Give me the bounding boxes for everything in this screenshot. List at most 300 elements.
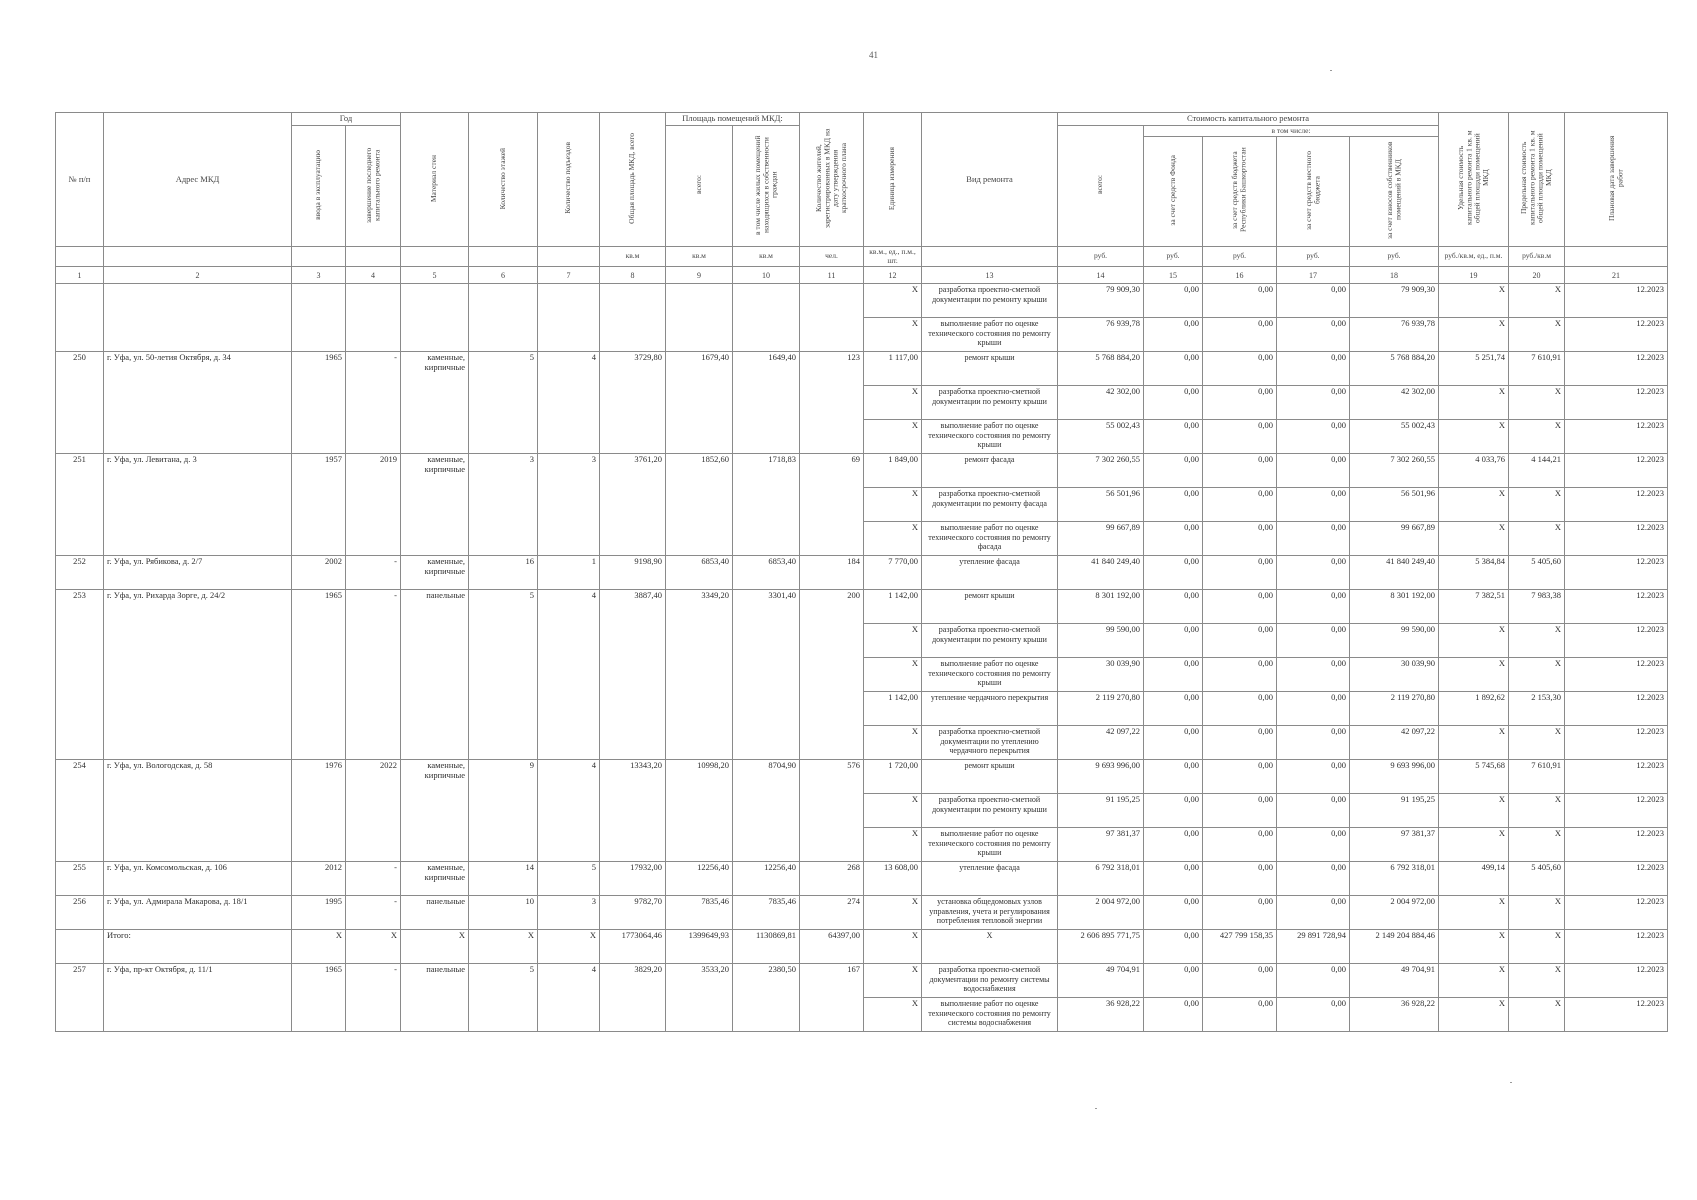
cost-local: 0,00	[1277, 522, 1350, 556]
cost-local: 0,00	[1277, 794, 1350, 828]
planned-date: 12.2023	[1565, 794, 1668, 828]
house-number: 257	[56, 964, 104, 1032]
house-address: г. Уфа, ул. Адмирала Макарова, д. 18/1	[104, 896, 292, 930]
col-number: 15	[1144, 267, 1203, 284]
units-blank	[401, 247, 469, 267]
wall-material: каменные, кирпичные	[401, 352, 469, 454]
cost-total: 56 501,96	[1058, 488, 1144, 522]
work-type: выполнение работ по оценке технического состояния по ремонту крыши	[922, 658, 1058, 692]
cost-republic: 427 799 158,35	[1203, 930, 1277, 964]
header-cost-total: всего:	[1058, 125, 1144, 246]
premises-owned	[733, 284, 800, 352]
col-number: 3	[292, 267, 346, 284]
cost-fund: 0,00	[1144, 658, 1203, 692]
planned-date: 12.2023	[1565, 964, 1668, 998]
col-number: 8	[600, 267, 666, 284]
premises-total: 1852,60	[666, 454, 733, 556]
work-type: ремонт фасада	[922, 454, 1058, 488]
unit-cost: X	[1439, 658, 1509, 692]
unit-cost: 4 033,76	[1439, 454, 1509, 488]
work-type: выполнение работ по оценке технического состояния по ремонту системы водоснабжения	[922, 998, 1058, 1032]
unit-cost: X	[1439, 624, 1509, 658]
header-work-type: Вид ремонта	[922, 113, 1058, 247]
cost-fund: 0,00	[1144, 896, 1203, 930]
entrances: 4	[538, 964, 600, 1032]
scan-speck	[1095, 1108, 1097, 1109]
limit-cost: 2 153,30	[1509, 692, 1565, 726]
cost-total: 36 928,22	[1058, 998, 1144, 1032]
col-number: 5	[401, 267, 469, 284]
cost-republic: 0,00	[1203, 522, 1277, 556]
header-unit: Единица измерения	[864, 113, 922, 247]
cost-local: 0,00	[1277, 726, 1350, 760]
wall-material: панельные	[401, 590, 469, 760]
planned-date: 12.2023	[1565, 284, 1668, 318]
header-cost-republic: за счет средств бюджета Республики Башкортостан	[1203, 137, 1277, 247]
premises-total: 10998,20	[666, 760, 733, 862]
planned-date: 12.2023	[1565, 760, 1668, 794]
year-last-repair	[346, 284, 401, 352]
cost-local: 0,00	[1277, 284, 1350, 318]
premises-total: 1399649,93	[666, 930, 733, 964]
work-type: установка общедомовых узлов управления, учета и регулирования потребления тепловой энергии	[922, 896, 1058, 930]
planned-date: 12.2023	[1565, 318, 1668, 352]
header-num: № п/п	[56, 113, 104, 247]
column-numbers-row	[56, 267, 1668, 284]
col-number: 19	[1439, 267, 1509, 284]
cost-total: 42 097,22	[1058, 726, 1144, 760]
cost-fund: 0,00	[1144, 454, 1203, 488]
unit-measure: X	[864, 964, 922, 998]
cost-owners: 2 119 270,80	[1350, 692, 1439, 726]
cost-total: 6 792 318,01	[1058, 862, 1144, 896]
limit-cost: X	[1509, 964, 1565, 998]
planned-date: 12.2023	[1565, 352, 1668, 386]
cost-owners: 42 097,22	[1350, 726, 1439, 760]
work-type: ремонт крыши	[922, 590, 1058, 624]
year-commission: 1965	[292, 964, 346, 1032]
col-number: 10	[733, 267, 800, 284]
wall-material: панельные	[401, 896, 469, 930]
cost-total: 76 939,78	[1058, 318, 1144, 352]
cost-republic: 0,00	[1203, 862, 1277, 896]
premises-owned: 3301,40	[733, 590, 800, 760]
limit-cost: 7 610,91	[1509, 760, 1565, 794]
entrances	[538, 284, 600, 352]
cost-total: 97 381,37	[1058, 828, 1144, 862]
header-year-last-repair: завершение последнего капитального ремонта	[346, 125, 401, 246]
premises-total	[666, 284, 733, 352]
cost-total: 5 768 884,20	[1058, 352, 1144, 386]
year-commission	[292, 284, 346, 352]
unit-measure: 13 608,00	[864, 862, 922, 896]
cost-owners: 2 004 972,00	[1350, 896, 1439, 930]
cost-owners: 6 792 318,01	[1350, 862, 1439, 896]
cost-local: 0,00	[1277, 658, 1350, 692]
house-address: г. Уфа, ул. Левитана, д. 3	[104, 454, 292, 556]
planned-date: 12.2023	[1565, 624, 1668, 658]
cost-republic: 0,00	[1203, 590, 1277, 624]
units-blank	[469, 247, 538, 267]
table-row	[56, 556, 1668, 590]
year-last-repair: -	[346, 590, 401, 760]
cost-local: 0,00	[1277, 556, 1350, 590]
floors: 5	[469, 590, 538, 760]
cost-fund: 0,00	[1144, 726, 1203, 760]
unit-cost-owners: руб.	[1350, 247, 1439, 267]
work-type: разработка проектно-сметной документации по ремонту крыши	[922, 794, 1058, 828]
year-last-repair: X	[346, 930, 401, 964]
work-type: ремонт крыши	[922, 352, 1058, 386]
planned-date: 12.2023	[1565, 726, 1668, 760]
cost-fund: 0,00	[1144, 556, 1203, 590]
year-last-repair: -	[346, 862, 401, 896]
cost-fund: 0,00	[1144, 318, 1203, 352]
header-year-commission: ввода в эксплуатацию	[292, 125, 346, 246]
repair-plan-table	[55, 112, 1668, 1032]
cost-local: 0,00	[1277, 896, 1350, 930]
planned-date: 12.2023	[1565, 998, 1668, 1032]
premises-owned: 12256,40	[733, 862, 800, 896]
cost-total: 91 195,25	[1058, 794, 1144, 828]
units-blank	[56, 247, 104, 267]
unit-cost: X	[1439, 794, 1509, 828]
wall-material: каменные, кирпичные	[401, 556, 469, 590]
cost-owners: 36 928,22	[1350, 998, 1439, 1032]
unit-premises-owned: кв.м	[733, 247, 800, 267]
cost-local: 0,00	[1277, 386, 1350, 420]
cost-owners: 2 149 204 884,46	[1350, 930, 1439, 964]
cost-total: 99 590,00	[1058, 624, 1144, 658]
cost-fund: 0,00	[1144, 862, 1203, 896]
units-blank	[538, 247, 600, 267]
wall-material: каменные, кирпичные	[401, 862, 469, 896]
limit-cost: X	[1509, 930, 1565, 964]
unit-measure: X	[864, 522, 922, 556]
house-number	[56, 930, 104, 964]
wall-material: каменные, кирпичные	[401, 454, 469, 556]
cost-total: 42 302,00	[1058, 386, 1144, 420]
cost-owners: 49 704,91	[1350, 964, 1439, 998]
floors: 10	[469, 896, 538, 930]
premises-total: 12256,40	[666, 862, 733, 896]
year-last-repair: 2019	[346, 454, 401, 556]
limit-cost: X	[1509, 488, 1565, 522]
house-number: 256	[56, 896, 104, 930]
cost-total: 2 606 895 771,75	[1058, 930, 1144, 964]
header-year-group: Год	[292, 113, 401, 126]
table-header	[56, 113, 1668, 284]
floors: 16	[469, 556, 538, 590]
units-blank	[292, 247, 346, 267]
year-last-repair: -	[346, 896, 401, 930]
year-commission: 1965	[292, 352, 346, 454]
unit-measure: X	[864, 386, 922, 420]
cost-fund: 0,00	[1144, 828, 1203, 862]
col-number: 7	[538, 267, 600, 284]
planned-date: 12.2023	[1565, 658, 1668, 692]
units-blank	[346, 247, 401, 267]
cost-republic: 0,00	[1203, 964, 1277, 998]
wall-material: панельные	[401, 964, 469, 1032]
scan-speck	[1330, 70, 1332, 71]
cost-republic: 0,00	[1203, 318, 1277, 352]
unit-limit-cost: руб./кв.м	[1509, 247, 1565, 267]
house-number: 252	[56, 556, 104, 590]
cost-local: 0,00	[1277, 692, 1350, 726]
header-premises-owned: в том числе жилых помещений находящихся в собственности граждан	[733, 125, 800, 246]
house-address: г. Уфа, ул. Комсомольская, д. 106	[104, 862, 292, 896]
cost-fund: 0,00	[1144, 760, 1203, 794]
residents: 64397,00	[800, 930, 864, 964]
limit-cost: X	[1509, 522, 1565, 556]
cost-owners: 99 590,00	[1350, 624, 1439, 658]
cost-local: 0,00	[1277, 352, 1350, 386]
floors: X	[469, 930, 538, 964]
unit-cost-fund: руб.	[1144, 247, 1203, 267]
planned-date: 12.2023	[1565, 522, 1668, 556]
cost-republic: 0,00	[1203, 386, 1277, 420]
cost-local: 0,00	[1277, 828, 1350, 862]
house-number: 254	[56, 760, 104, 862]
cost-owners: 55 002,43	[1350, 420, 1439, 454]
premises-owned: 1649,40	[733, 352, 800, 454]
cost-fund: 0,00	[1144, 998, 1203, 1032]
col-number: 2	[104, 267, 292, 284]
work-type: разработка проектно-сметной документации по ремонту крыши	[922, 386, 1058, 420]
wall-material: каменные, кирпичные	[401, 760, 469, 862]
residents: 123	[800, 352, 864, 454]
premises-total: 7835,46	[666, 896, 733, 930]
unit-measure: X	[864, 794, 922, 828]
entrances: X	[538, 930, 600, 964]
cost-fund: 0,00	[1144, 488, 1203, 522]
unit-cost: X	[1439, 964, 1509, 998]
cost-local: 0,00	[1277, 964, 1350, 998]
cost-republic: 0,00	[1203, 284, 1277, 318]
total-area: 9198,90	[600, 556, 666, 590]
header-premises-total: всего:	[666, 125, 733, 246]
table-row	[56, 930, 1668, 964]
cost-local: 29 891 728,94	[1277, 930, 1350, 964]
unit-cost: X	[1439, 998, 1509, 1032]
limit-cost: X	[1509, 794, 1565, 828]
cost-total: 55 002,43	[1058, 420, 1144, 454]
work-type: разработка проектно-сметной документации по ремонту крыши	[922, 284, 1058, 318]
unit-measure: X	[864, 828, 922, 862]
residents: 167	[800, 964, 864, 1032]
unit-cost-republic: руб.	[1203, 247, 1277, 267]
unit-cost: X	[1439, 488, 1509, 522]
planned-date: 12.2023	[1565, 420, 1668, 454]
house-address: г. Уфа, ул. Вологодская, д. 58	[104, 760, 292, 862]
col-number: 4	[346, 267, 401, 284]
unit-cost: X	[1439, 284, 1509, 318]
year-last-repair: -	[346, 556, 401, 590]
house-number: 253	[56, 590, 104, 760]
premises-owned: 6853,40	[733, 556, 800, 590]
unit-cost: 7 382,51	[1439, 590, 1509, 624]
cost-owners: 9 693 996,00	[1350, 760, 1439, 794]
col-number: 11	[800, 267, 864, 284]
year-last-repair: 2022	[346, 760, 401, 862]
units-row	[56, 247, 1668, 267]
total-area: 1773064,46	[600, 930, 666, 964]
house-address	[104, 284, 292, 352]
unit-cost: 499,14	[1439, 862, 1509, 896]
planned-date: 12.2023	[1565, 828, 1668, 862]
work-type: выполнение работ по оценке технического состояния по ремонту крыши	[922, 828, 1058, 862]
unit-cost: X	[1439, 896, 1509, 930]
planned-date: 12.2023	[1565, 692, 1668, 726]
cost-total: 8 301 192,00	[1058, 590, 1144, 624]
residents: 200	[800, 590, 864, 760]
limit-cost: X	[1509, 726, 1565, 760]
header-entrances: Количество подъездов	[538, 113, 600, 247]
table-row	[56, 760, 1668, 794]
entrances: 5	[538, 862, 600, 896]
residents	[800, 284, 864, 352]
work-type: утепление чердачного перекрытия	[922, 692, 1058, 726]
unit-measure: 1 720,00	[864, 760, 922, 794]
limit-cost: X	[1509, 896, 1565, 930]
floors: 5	[469, 352, 538, 454]
house-number: 255	[56, 862, 104, 896]
cost-total: 79 909,30	[1058, 284, 1144, 318]
work-type: разработка проектно-сметной документации по утеплению чердачного перекрытия	[922, 726, 1058, 760]
work-type: разработка проектно-сметной документации по ремонту крыши	[922, 624, 1058, 658]
total-area: 3829,20	[600, 964, 666, 1032]
unit-measure: 1 142,00	[864, 692, 922, 726]
col-number: 14	[1058, 267, 1144, 284]
cost-local: 0,00	[1277, 318, 1350, 352]
table-body	[56, 284, 1668, 1032]
table-row	[56, 964, 1668, 998]
units-blank	[104, 247, 292, 267]
unit-cost: X	[1439, 386, 1509, 420]
entrances: 3	[538, 454, 600, 556]
col-number: 17	[1277, 267, 1350, 284]
cost-local: 0,00	[1277, 760, 1350, 794]
unit-cost-local: руб.	[1277, 247, 1350, 267]
cost-republic: 0,00	[1203, 624, 1277, 658]
header-incl: в том числе:	[1144, 125, 1439, 137]
total-area: 3887,40	[600, 590, 666, 760]
cost-total: 30 039,90	[1058, 658, 1144, 692]
premises-total: 3533,20	[666, 964, 733, 1032]
cost-fund: 0,00	[1144, 794, 1203, 828]
cost-fund: 0,00	[1144, 420, 1203, 454]
cost-owners: 79 909,30	[1350, 284, 1439, 318]
house-address: г. Уфа, ул. Рихарда Зорге, д. 24/2	[104, 590, 292, 760]
cost-fund: 0,00	[1144, 930, 1203, 964]
planned-date: 12.2023	[1565, 930, 1668, 964]
cost-total: 2 004 972,00	[1058, 896, 1144, 930]
cost-total: 99 667,89	[1058, 522, 1144, 556]
col-number: 9	[666, 267, 733, 284]
col-number: 12	[864, 267, 922, 284]
cost-total: 7 302 260,55	[1058, 454, 1144, 488]
planned-date: 12.2023	[1565, 590, 1668, 624]
limit-cost: X	[1509, 998, 1565, 1032]
total-area: 13343,20	[600, 760, 666, 862]
cost-republic: 0,00	[1203, 692, 1277, 726]
year-commission: 1957	[292, 454, 346, 556]
planned-date: 12.2023	[1565, 862, 1668, 896]
cost-owners: 8 301 192,00	[1350, 590, 1439, 624]
cost-republic: 0,00	[1203, 352, 1277, 386]
cost-local: 0,00	[1277, 420, 1350, 454]
cost-fund: 0,00	[1144, 692, 1203, 726]
premises-owned: 1130869,81	[733, 930, 800, 964]
house-address: г. Уфа, ул. 50-летия Октября, д. 34	[104, 352, 292, 454]
cost-fund: 0,00	[1144, 624, 1203, 658]
year-commission: 2012	[292, 862, 346, 896]
cost-fund: 0,00	[1144, 284, 1203, 318]
limit-cost: 5 405,60	[1509, 862, 1565, 896]
unit-measure: X	[864, 624, 922, 658]
table-row	[56, 590, 1668, 624]
header-unit-cost: Удельная стоимость капитального ремонта 1 кв. м общей площади помещений МКД	[1439, 113, 1509, 247]
entrances: 4	[538, 590, 600, 760]
unit-measure: кв.м., ед., п.м., шт.	[864, 247, 922, 267]
floors: 9	[469, 760, 538, 862]
entrances: 4	[538, 760, 600, 862]
limit-cost: X	[1509, 658, 1565, 692]
header-cost-local: за счет средств местного бюджета	[1277, 137, 1350, 247]
cost-fund: 0,00	[1144, 522, 1203, 556]
work-type: утепление фасада	[922, 556, 1058, 590]
unit-measure: X	[864, 930, 922, 964]
house-number: 250	[56, 352, 104, 454]
house-address: Итого:	[104, 930, 292, 964]
cost-fund: 0,00	[1144, 590, 1203, 624]
cost-fund: 0,00	[1144, 352, 1203, 386]
house-number	[56, 284, 104, 352]
limit-cost: X	[1509, 828, 1565, 862]
cost-republic: 0,00	[1203, 454, 1277, 488]
cost-local: 0,00	[1277, 590, 1350, 624]
header-limit-cost: Предельная стоимость капитального ремонта 1 кв. м общей площади помещений МКД	[1509, 113, 1565, 247]
work-type: X	[922, 930, 1058, 964]
unit-measure: X	[864, 284, 922, 318]
limit-cost: 7 983,38	[1509, 590, 1565, 624]
wall-material	[401, 284, 469, 352]
unit-cost: X	[1439, 930, 1509, 964]
header-floors: Количество этажей	[469, 113, 538, 247]
units-blank	[922, 247, 1058, 267]
house-number: 251	[56, 454, 104, 556]
unit-unit-cost: руб./кв.м, ед., п.м.	[1439, 247, 1509, 267]
limit-cost: X	[1509, 386, 1565, 420]
header-address: Адрес МКД	[104, 113, 292, 247]
scan-speck	[1510, 1082, 1512, 1083]
cost-owners: 76 939,78	[1350, 318, 1439, 352]
work-type: разработка проектно-сметной документации по ремонту фасада	[922, 488, 1058, 522]
year-commission: X	[292, 930, 346, 964]
premises-owned: 7835,46	[733, 896, 800, 930]
cost-republic: 0,00	[1203, 998, 1277, 1032]
floors: 3	[469, 454, 538, 556]
residents: 274	[800, 896, 864, 930]
cost-local: 0,00	[1277, 998, 1350, 1032]
cost-republic: 0,00	[1203, 794, 1277, 828]
cost-owners: 42 302,00	[1350, 386, 1439, 420]
unit-measure: 7 770,00	[864, 556, 922, 590]
col-number: 18	[1350, 267, 1439, 284]
limit-cost: 5 405,60	[1509, 556, 1565, 590]
unit-measure: X	[864, 488, 922, 522]
